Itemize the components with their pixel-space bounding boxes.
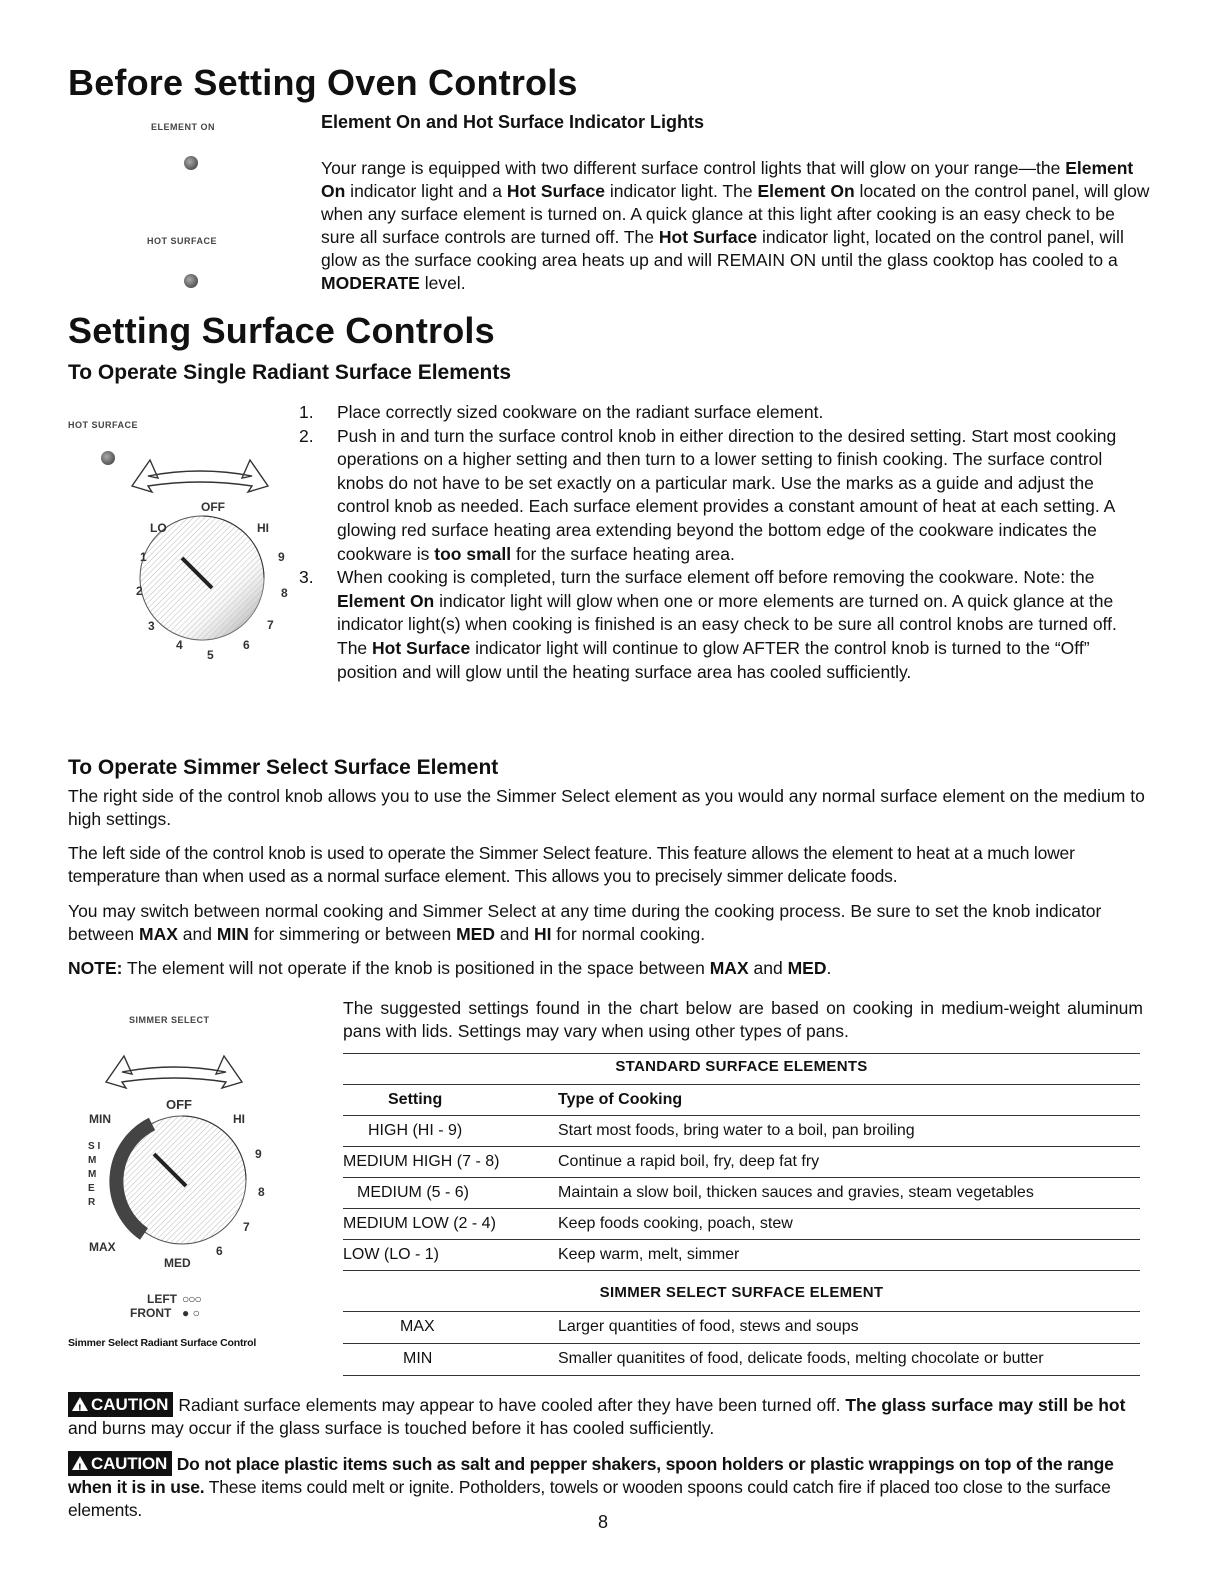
table-row xyxy=(343,1239,1140,1271)
knob1-num-4: 4 xyxy=(176,638,183,652)
col-type-header: Type of Cooking xyxy=(558,1091,683,1108)
single-element-title: To Operate Single Radiant Surface Elements xyxy=(68,361,512,384)
warning-icon xyxy=(72,1456,88,1470)
knob2-hi-label: HI xyxy=(233,1112,245,1126)
knob2-num-8: 8 xyxy=(258,1185,265,1199)
knob-caption: Simmer Select Radiant Surface Control xyxy=(68,1337,257,1349)
type-cell: Smaller quanitites of food, delicate foods, melting chocolate or butter xyxy=(558,1350,1044,1367)
turn-arrow-icon xyxy=(132,460,268,492)
single-knob-diagram xyxy=(110,448,300,668)
position-circles-icon: ○○○ xyxy=(182,1292,201,1306)
table-header-row xyxy=(343,1084,1140,1116)
setting-cell: MAX xyxy=(400,1318,435,1335)
knob2-num-9: 9 xyxy=(255,1147,262,1161)
indicator-section-title: Element On and Hot Surface Indicator Lights xyxy=(321,112,705,132)
knob2-med-label: MED xyxy=(164,1256,191,1270)
caution-2: !CAUTION Do not place plastic items such as salt and pepper shakers, spoon holders or plastic wrappings on top of the range when it is in use. These items could melt or ignite. Potholders, towels or wooden spoons could catch fire if placed too close to the surface elements. xyxy=(68,1451,1148,1522)
type-cell: Keep warm, melt, simmer xyxy=(558,1246,740,1263)
simmer-select-label: SIMMER SELECT xyxy=(129,1015,210,1025)
type-cell: Larger quantities of food, stews and soups xyxy=(558,1318,859,1335)
caution-badge: !CAUTION xyxy=(68,1451,172,1476)
table-row xyxy=(343,1343,1140,1376)
knob1-num-6: 6 xyxy=(243,638,250,652)
hot-surface-label-2: HOT SURFACE xyxy=(68,420,139,430)
setting-cell: MIN xyxy=(403,1350,433,1367)
simmer-knob-diagram xyxy=(82,1048,282,1268)
knob1-hi-label: HI xyxy=(257,521,269,535)
settings-intro: The suggested settings found in the chart below are based on cooking in medium-weight aluminum pans with lids. Settings may vary when using other types of pans. xyxy=(343,998,1143,1041)
knob2-num-7: 7 xyxy=(243,1220,250,1234)
settings-table xyxy=(343,1053,1140,1378)
turn-arrow-icon xyxy=(106,1056,242,1088)
list-item: 2. Push in and turn the surface control knob in either direction to the desired setting. Start most cooking operations on a higher setting and then turn to a lower setting to finish cooking. The surface control knobs do not have to be set exactly on a particular mark. Use the marks as a guide and adjust the control knob as needed. Each surface element provides a constant amount of heat at each setting. A glowing red surface heating area extending beyond the bottom edge of the cookware indicates the cookware is too small for the surface heating area. xyxy=(299,425,1117,564)
simmer-para-1: The right side of the control knob allows you to use the Simmer Select element as you would any normal surface element on the medium to high settings. xyxy=(68,786,1145,829)
list-item: 3. When cooking is completed, turn the surface element off before removing the cookware. Note: the Element On indicator light will glow when one or more elements are turned on. A quick glance at the indicator light(s) when cooking is finished is an easy check to be sure all control knobs are turned off. The Hot Surface indicator light will continue to glow AFTER the control knob is turned to the “Off” position and will glow until the heating surface area has cooled sufficiently. xyxy=(299,567,1117,682)
knob1-num-2: 2 xyxy=(136,584,143,598)
caution-1: !CAUTION Radiant surface elements may appear to have cooled after they have been turned off. The glass surface may still be hot and burns may occur if the glass surface is touched before it has cooled sufficiently. xyxy=(68,1392,1148,1440)
list-item: 1. Place correctly sized cookware on the radiant surface element. xyxy=(299,402,824,422)
table-row xyxy=(343,1208,1140,1240)
single-element-steps xyxy=(299,401,1149,684)
warning-icon xyxy=(72,1397,88,1411)
simmer-para-3: You may switch between normal cooking and Simmer Select at any time during the cooking process. Be sure to set the knob indicator between MAX and MIN for simmering or between MED and HI for normal cooking. xyxy=(68,901,1102,944)
hot-surface-light-icon xyxy=(184,274,198,288)
knob1-num-7: 7 xyxy=(267,618,274,632)
setting-cell: MEDIUM HIGH (7 - 8) xyxy=(343,1153,500,1170)
indicator-section-body: Your range is equipped with two different surface control lights that will glow on your range—the Element On indicator light and a Hot Surface indicator light. The Element On located on the control panel, will glow when any surface element is turned on. A quick glance at this light after cooking is an easy check to be sure all surface controls are turned off. The Hot Surface indicator light, located on the control panel, will glow as the surface cooking area heats up and will REMAIN ON until the glass cooktop has cooled to a MODERATE level. xyxy=(321,158,1150,293)
knob1-num-1: 1 xyxy=(140,550,147,564)
simmer-note: NOTE: The element will not operate if the knob is positioned in the space between MAX and MED. xyxy=(68,958,832,978)
knob2-num-6: 6 xyxy=(216,1244,223,1258)
knob2-off-label: OFF xyxy=(166,1097,192,1112)
simmer-table-title: SIMMER SELECT SURFACE ELEMENT xyxy=(343,1270,1140,1312)
knob1-num-9: 9 xyxy=(278,550,285,564)
col-setting-header: Setting xyxy=(388,1091,443,1108)
standard-table-title: STANDARD SURFACE ELEMENTS xyxy=(343,1053,1140,1086)
knob1-lo-label: LO xyxy=(150,521,167,535)
setting-cell: MEDIUM LOW (2 - 4) xyxy=(343,1215,496,1232)
simmer-title: To Operate Simmer Select Surface Element xyxy=(68,756,499,779)
caution-badge: !CAUTION xyxy=(68,1392,173,1417)
knob1-num-5: 5 xyxy=(207,648,214,662)
table-row xyxy=(343,1115,1140,1147)
front-label: FRONT xyxy=(130,1306,172,1320)
type-cell: Maintain a slow boil, thicken sauces and gravies, steam vegetables xyxy=(558,1184,1034,1201)
simmer-para-2: The left side of the control knob is used to operate the Simmer Select feature. This feature allows the element to heat at a much lower temperature than when used as a normal surface element. This allows you to precisely simmer delicate foods. xyxy=(68,843,1075,886)
type-cell: Start most foods, bring water to a boil, pan broiling xyxy=(558,1122,915,1139)
element-on-light-icon xyxy=(184,156,198,170)
page-number: 8 xyxy=(598,1512,609,1532)
setting-cell: HIGH (HI - 9) xyxy=(368,1122,463,1139)
knob1-num-3: 3 xyxy=(148,619,155,633)
knob2-max-label: MAX xyxy=(89,1240,116,1254)
type-cell: Keep foods cooking, poach, stew xyxy=(558,1215,793,1232)
knob2-min-label: MIN xyxy=(89,1112,111,1126)
type-cell: Continue a rapid boil, fry, deep fat fry xyxy=(558,1153,820,1170)
knob1-off-label: OFF xyxy=(201,500,225,514)
table-row xyxy=(343,1146,1140,1178)
knob1-num-8: 8 xyxy=(281,586,288,600)
table-row xyxy=(343,1311,1140,1343)
hot-surface-label: HOT SURFACE xyxy=(147,236,218,246)
table-row xyxy=(343,1177,1140,1209)
page-title: Before Setting Oven Controls xyxy=(68,62,578,103)
simmer-arc-letters: S I M M E R xyxy=(88,1141,101,1208)
front-position-icon: ● ○ xyxy=(182,1306,200,1320)
section-title-surface-controls: Setting Surface Controls xyxy=(68,310,495,351)
setting-cell: MEDIUM (5 - 6) xyxy=(357,1184,469,1201)
element-on-label: ELEMENT ON xyxy=(151,122,216,132)
setting-cell: LOW (LO - 1) xyxy=(343,1246,440,1263)
left-label: LEFT xyxy=(147,1292,177,1306)
